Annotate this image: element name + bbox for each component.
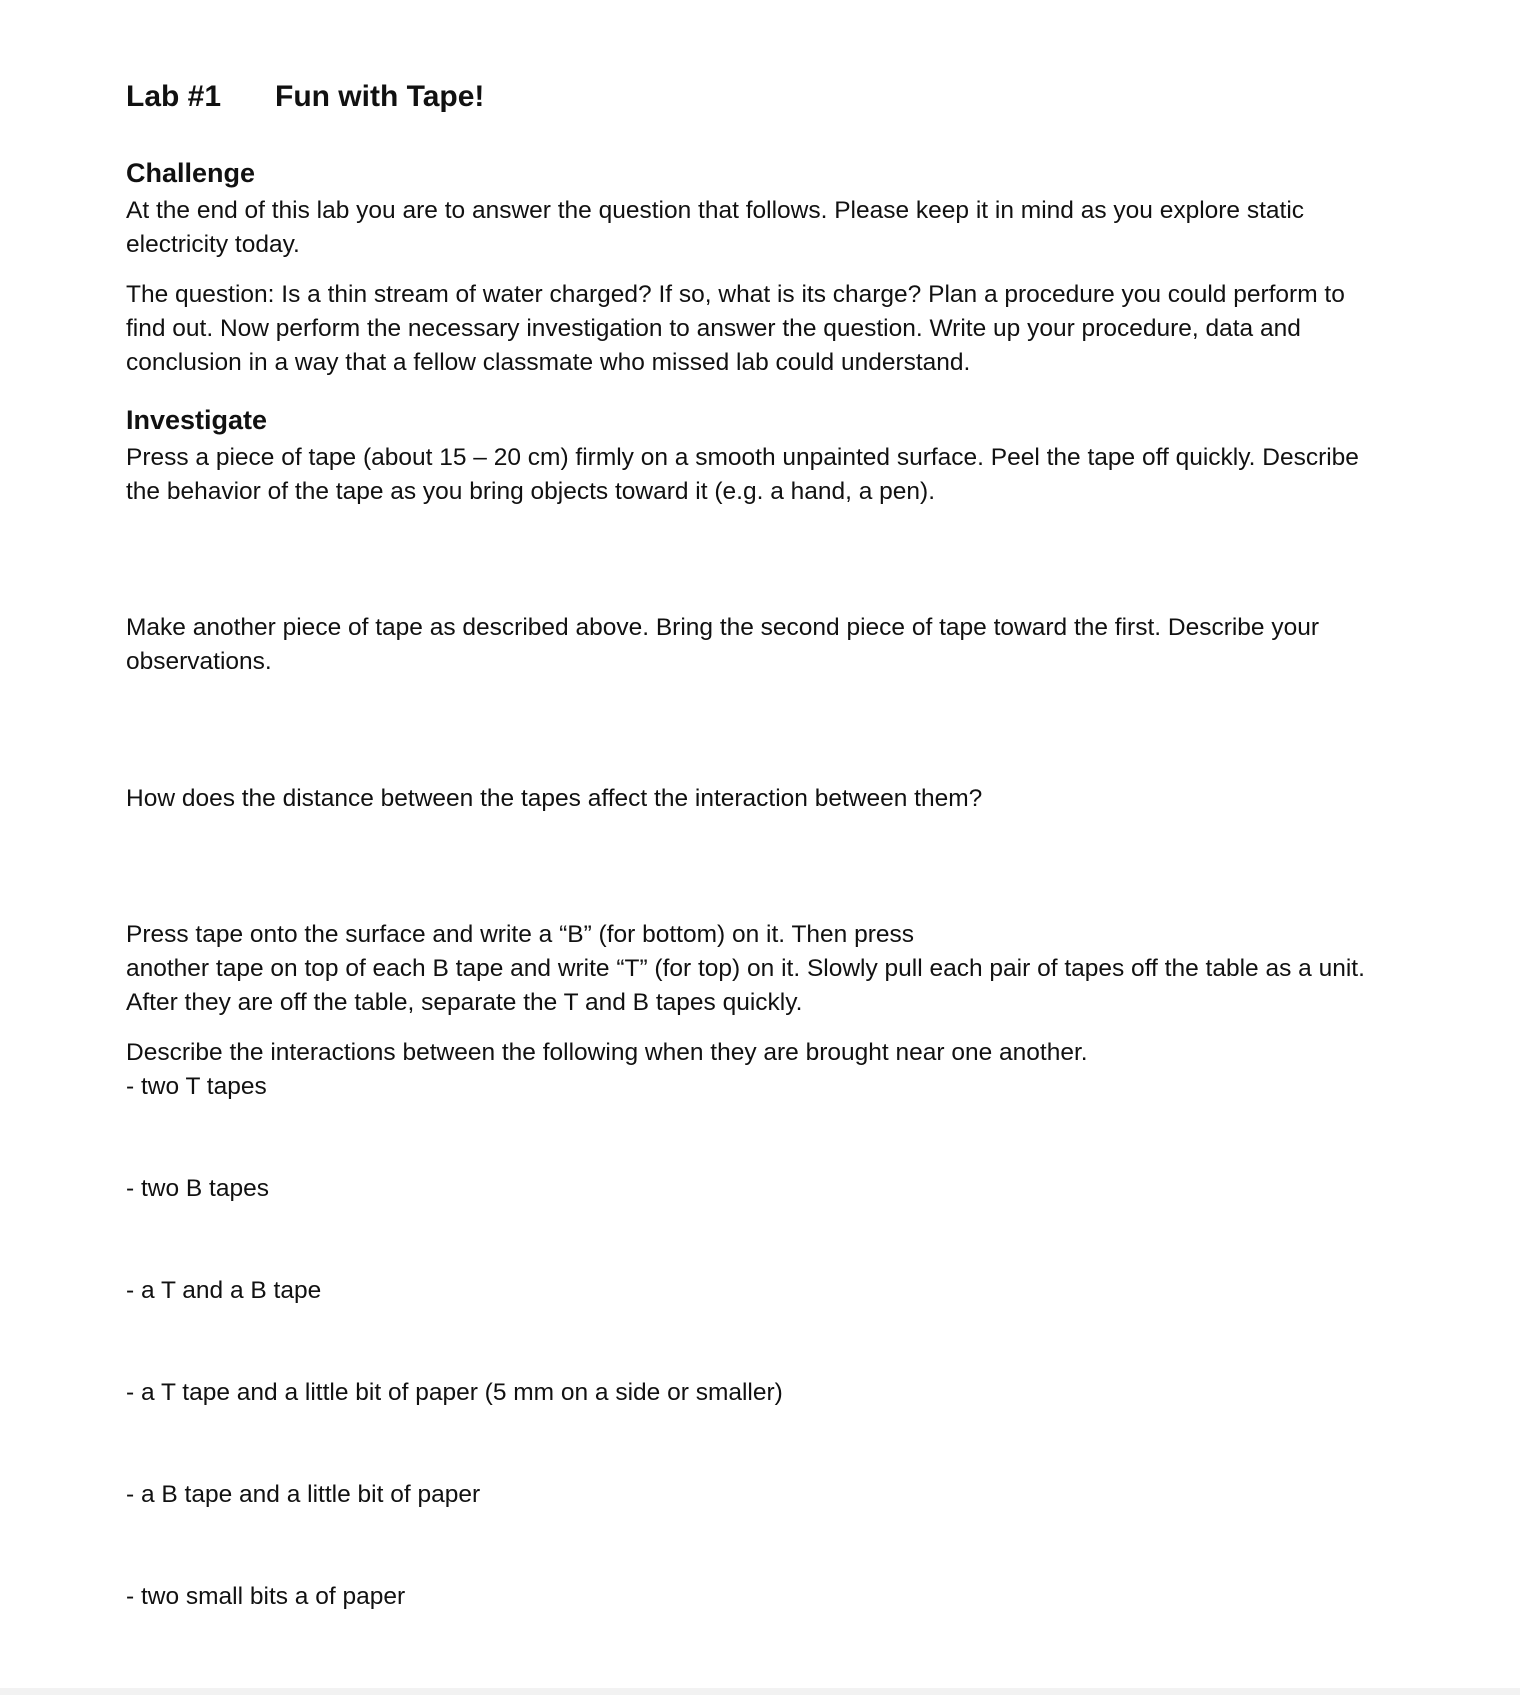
investigate-paragraph-3: How does the distance between the tapes affect the interaction between them? [126, 785, 983, 812]
investigate-paragraph-2: Make another piece of tape as described above. Bring the second piece of tape toward the first. Describe your observations. [126, 614, 1320, 675]
challenge-paragraph-1: At the end of this lab you are to answer the question that follows. Please keep it in mind as you explore static electricity today. [126, 197, 1305, 258]
investigate-paragraph-1: Press a piece of tape (about 15 – 20 cm) firmly on a smooth unpainted surface. Peel the tape off quickly. Describe the behavior of the tape as you bring objects toward it (e.g. a hand, a pen). [126, 444, 1359, 505]
list-item: - two B tapes [126, 1175, 269, 1202]
list-item: - two small bits a of paper [126, 1583, 406, 1610]
lab-name: Fun with Tape! [275, 80, 485, 113]
list-item: - two T tapes [126, 1073, 267, 1100]
investigate-heading: Investigate [126, 405, 268, 435]
list-item: - a B tape and a little bit of paper [126, 1481, 481, 1508]
list-item: - a T and a B tape [126, 1277, 322, 1304]
investigate-paragraph-4-rest: another tape on top of each B tape and write “T” (for top) on it. Slowly pull each pair of tapes off the table as a unit. After they are off the table, separate the T and B tapes quickly. [126, 955, 1365, 1016]
challenge-heading: Challenge [126, 158, 256, 188]
challenge-paragraph-2: The question: Is a thin stream of water charged? If so, what is its charge? Plan a procedure you could perform to find out. Now perform the necessary investigation to answer the question. Write up your procedure, data and conclusion in a way that a fellow classmate who missed lab could understand. [126, 281, 1345, 376]
investigate-paragraph-4-line-1: Press tape onto the surface and write a “B” (for bottom) on it. Then press [126, 921, 915, 948]
lab-number: Lab #1 [126, 80, 222, 113]
page-bottom-edge [0, 1688, 1520, 1695]
describe-intro: Describe the interactions between the following when they are brought near one another. [126, 1039, 1088, 1066]
page-title [126, 80, 484, 114]
list-item: - a T tape and a little bit of paper (5 mm on a side or smaller) [126, 1379, 783, 1406]
